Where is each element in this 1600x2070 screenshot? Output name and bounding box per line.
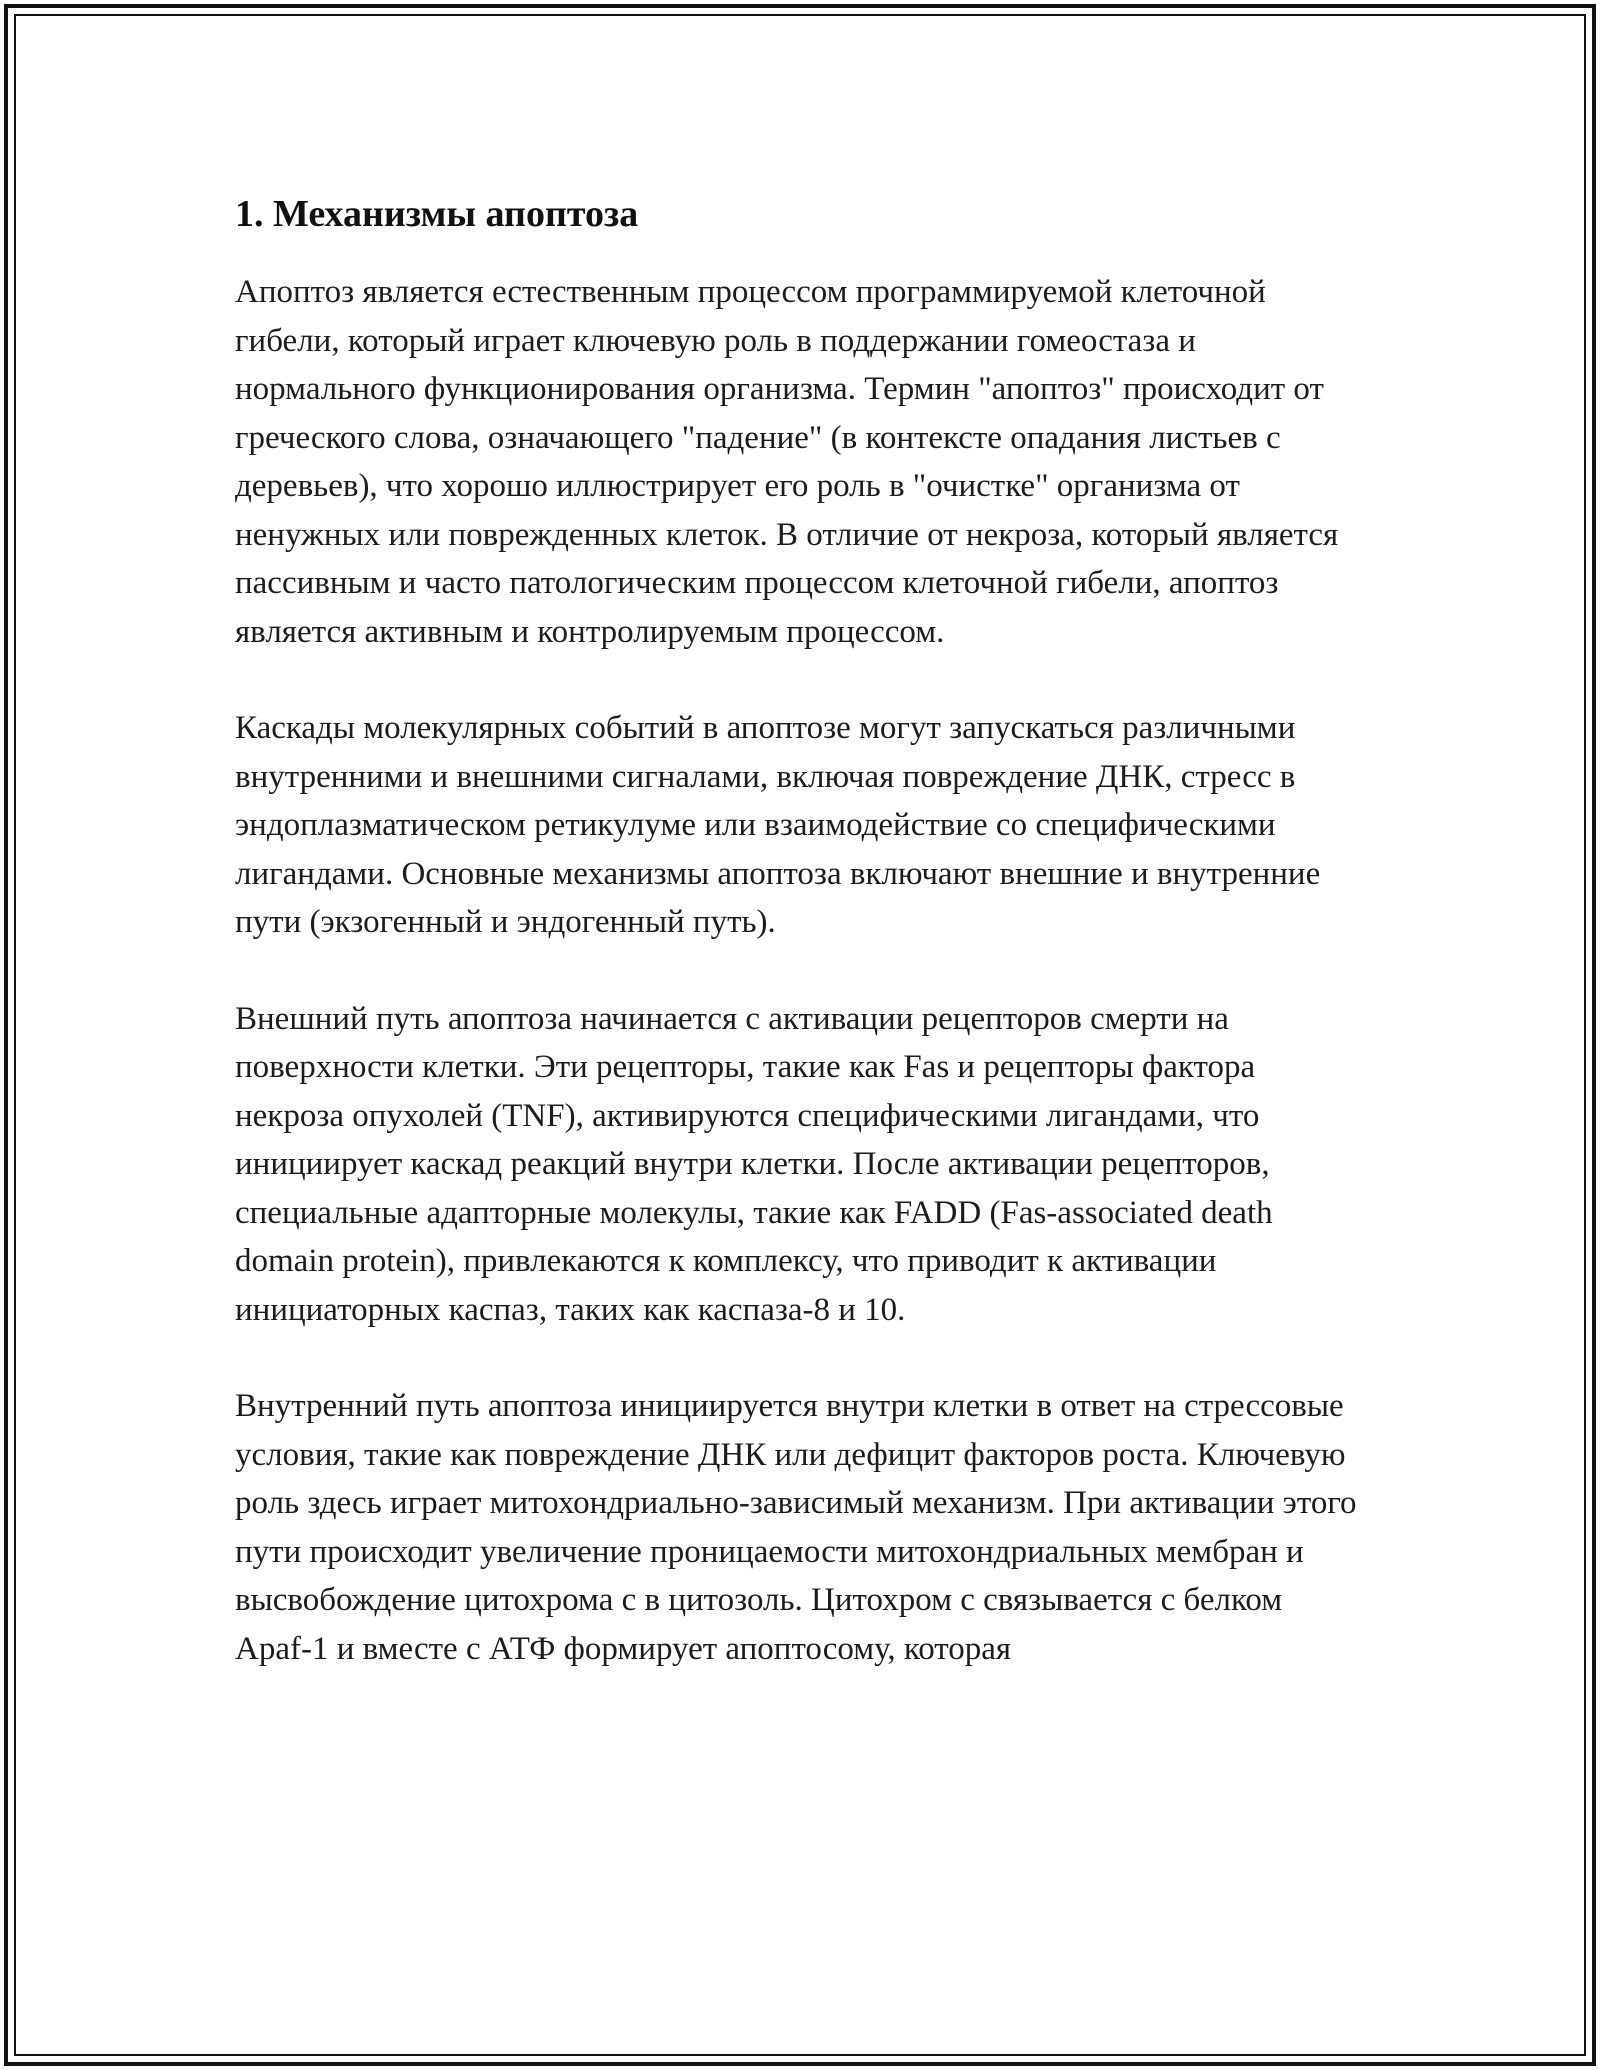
paragraph-apoptosis-definition: Апоптоз является естественным процессом программируемой клеточной гибели, который играет ключевую роль в поддержании гомеостаза и нормального функционирования организма. Термин "апоптоз" происходит от греческого слова, означающего "падение" (в контексте опадания листьев с деревьев), что хорошо иллюстрирует его роль в "очистке" организма от ненужных или поврежденных клеток. В отличие от некроза, который является пассивным и часто патологическим процессом клеточной гибели, апоптоз является активным и контролируемым процессом.: [235, 274, 1339, 650]
paragraph-extrinsic-pathway: Внешний путь апоптоза начинается с активации рецепторов смерти на поверхности клетки. Эти рецепторы, такие как Fas и рецепторы фактора некроза опухолей (TNF), активируются специфическими лигандами, что инициирует каскад реакций внутри клетки. После активации рецепторов, специальные адапторные молекулы, такие как FADD (Fas-associated death domain protein), привлекаются к комплексу, что приводит к активации инициаторных каспаз, таких как каспаза-8 и 10.: [235, 1000, 1273, 1328]
document-page: [235, 188, 1360, 1673]
section-heading: 1. Механизмы апоптоза: [235, 193, 639, 235]
paragraph-molecular-cascades: Каскады молекулярных событий в апоптозе могут запускаться различными внутренними и внешними сигналами, включая повреждение ДНК, стресс в эндоплазматическом ретикулуме или взаимодействие со специфическими лигандами. Основные механизмы апоптоза включают внешние и внутренние пути (экзогенный и эндогенный путь).: [235, 710, 1321, 940]
paragraph-intrinsic-pathway: Внутренний путь апоптоза инициируется внутри клетки в ответ на стрессовые условия, такие как повреждение ДНК или дефицит факторов роста. Ключевую роль здесь играет митохондриально-зависимый механизм. При активации этого пути происходит увеличение проницаемости митохондриальных мембран и высвобождение цитохрома с в цитозоль. Цитохром с связывается с белком Apaf-1 и вместе с АТФ формирует апоптосому, которая: [235, 1388, 1357, 1667]
